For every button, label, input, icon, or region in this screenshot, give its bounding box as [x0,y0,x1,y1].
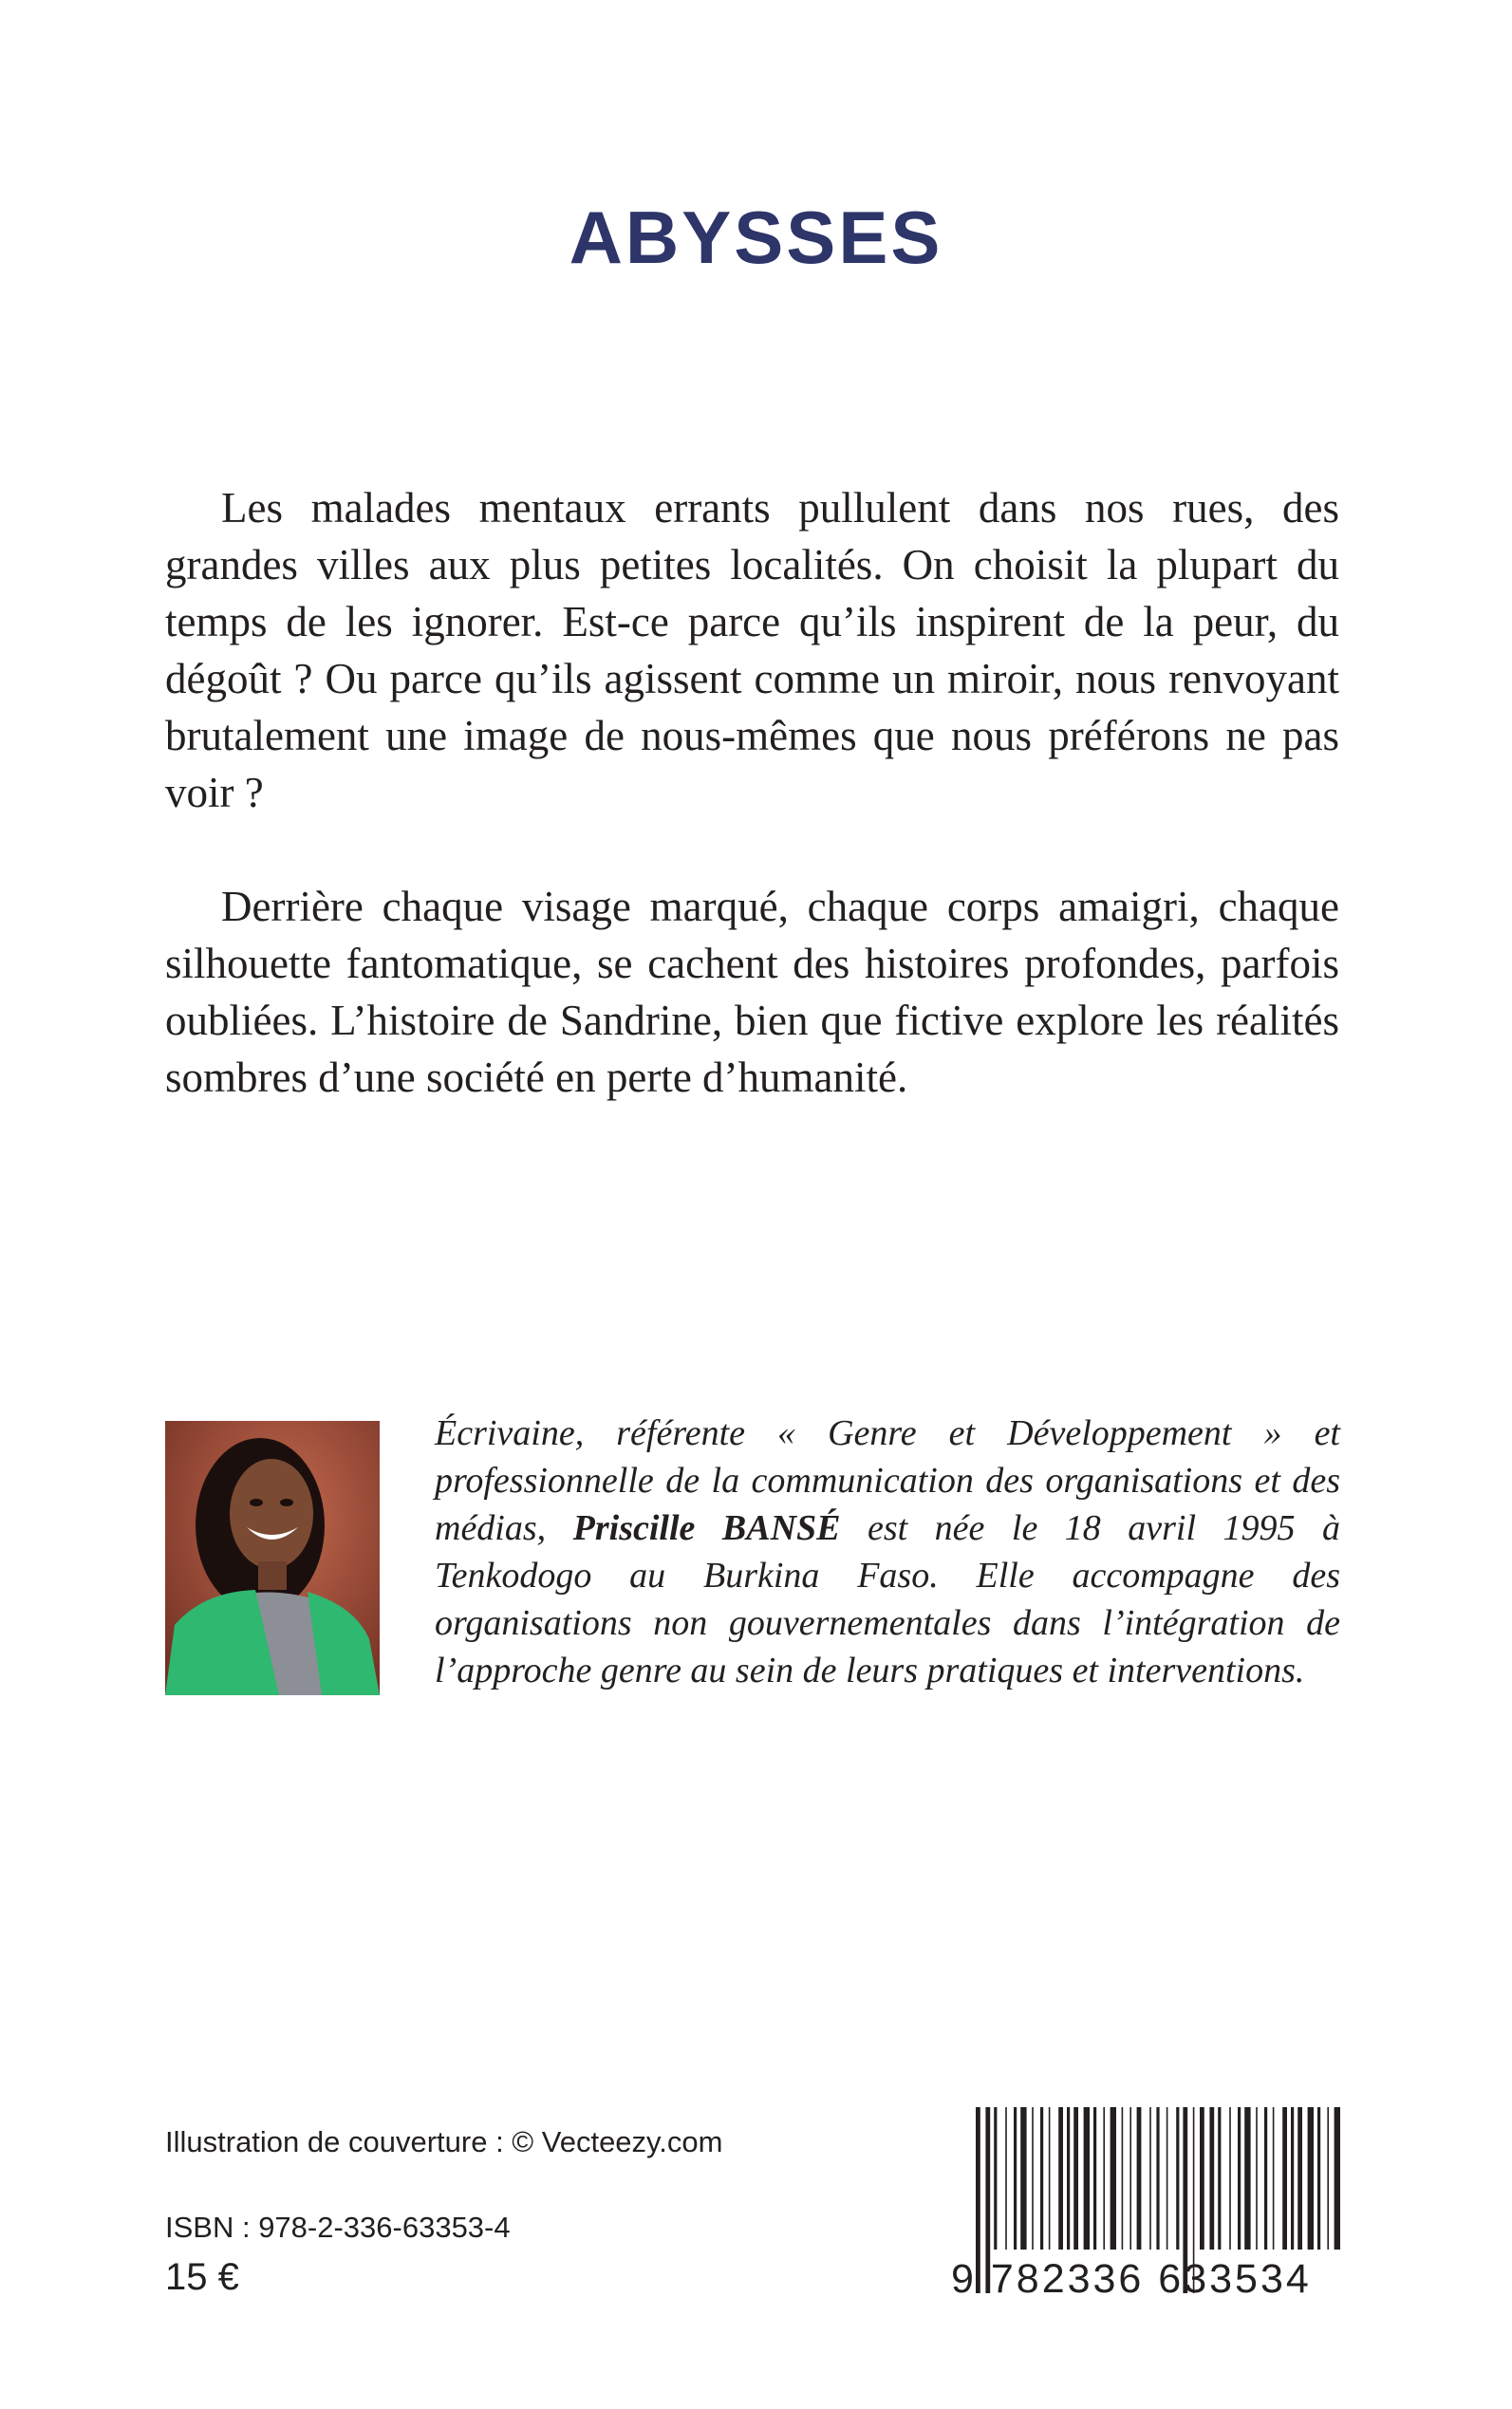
author-photo [165,1421,380,1695]
barcode-digits: 9 782336 633534 [951,2256,1312,2302]
blurb-paragraph-2: Derrière chaque visage marqué, chaque corps amaigri, chaque silhouette fantomatique, se cachent des histoires profondes, parfois oubliées. L’histoire de Sandrine, bien que fictive explore les réalités sombres d’une société en perte d’humanité. [165,883,1339,1101]
author-name: Priscille BANSÉ [572,1508,841,1548]
author-bio-intro: Écrivaine, référente « Genre et Développement » et professionnelle de la communication des organisations et des médias, [435,1413,1340,1548]
book-title: ABYSSES [569,196,943,279]
isbn: ISBN : 978-2-336-63353-4 [165,2211,511,2244]
author-bio [435,1410,1340,1694]
author-bio-rest: est née le 18 avril 1995 à Tenkodogo au Burkina Faso. Elle accompagne des organisations non gouvernementales dans l’intégration de l’approche genre au sein de leurs pratiques et interventions. [435,1508,1341,1690]
blurb-paragraph-1: Les malades mentaux errants pullulent dans nos rues, des grandes villes aux plus petites localités. On choisit la plupart du temps de les ignorer. Est-ce parce qu’ils inspirent de la peur, du dégoût ? Ou parce qu’ils agissent comme un miroir, nous renvoyant brutalement une image de nous-mêmes que nous préférons ne pas voir ? [165,484,1339,816]
illustration-credit: Illustration de couverture : © Vecteezy.com [165,2125,723,2158]
price: 15 € [165,2256,239,2298]
